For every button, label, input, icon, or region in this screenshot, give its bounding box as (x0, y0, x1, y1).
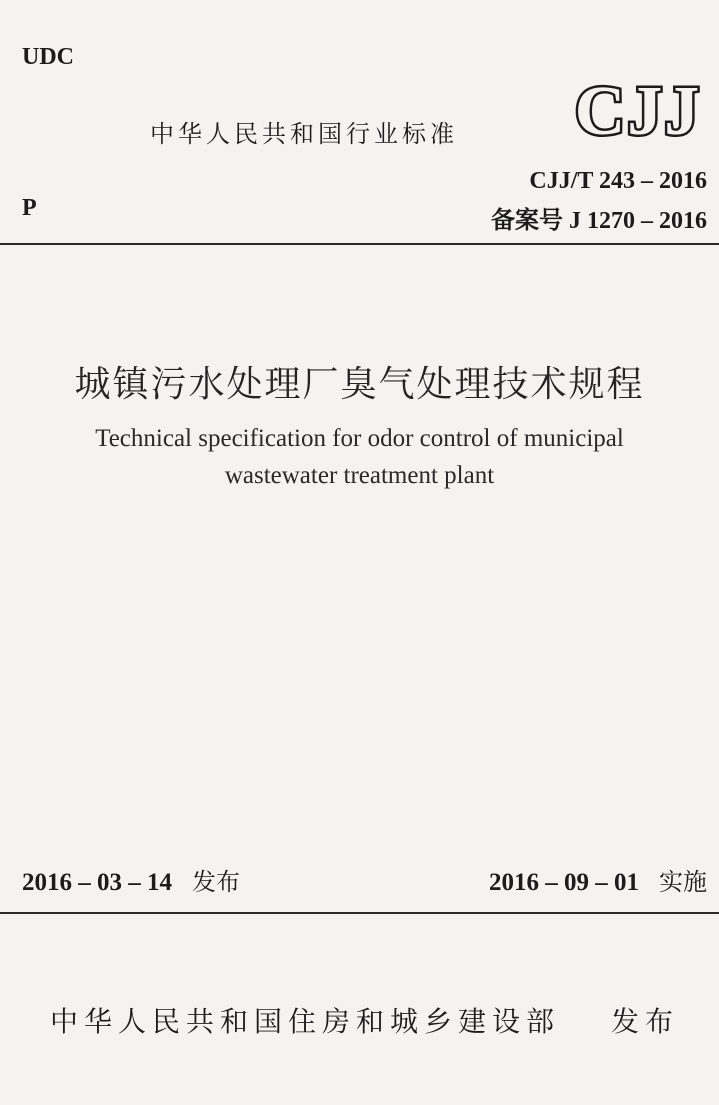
issue-date: 2016 – 03 – 14 (22, 869, 172, 896)
title-english-line-1: Technical specification for odor control of municipal (95, 425, 624, 452)
publish-verb: 发布 (610, 1005, 679, 1038)
top-divider (0, 243, 719, 245)
implement-label: 实施 (659, 868, 707, 896)
title-english-line-2: wastewater treatment plant (224, 462, 495, 489)
industry-standard-title: 中华人民共和国行业标准 (150, 120, 458, 148)
cjj-logo-text: CJJ (574, 74, 702, 140)
cjj-logo (568, 74, 708, 140)
issue-date-group (22, 862, 240, 897)
classification-label: P (22, 195, 37, 221)
bottom-divider (0, 912, 719, 914)
implement-date: 2016 – 09 – 01 (489, 869, 639, 896)
udc-label: UDC (22, 44, 74, 70)
issue-label: 发布 (192, 868, 240, 896)
standard-number: CJJ/T 243 – 2016 (529, 168, 707, 194)
record-number: 备案号 J 1270 – 2016 (491, 208, 707, 234)
publisher-name: 中华人民共和国住房和城乡建设部 (50, 1005, 561, 1038)
implement-date-group (489, 862, 707, 897)
title-chinese: 城镇污水处理厂臭气处理技术规程 (74, 364, 645, 405)
